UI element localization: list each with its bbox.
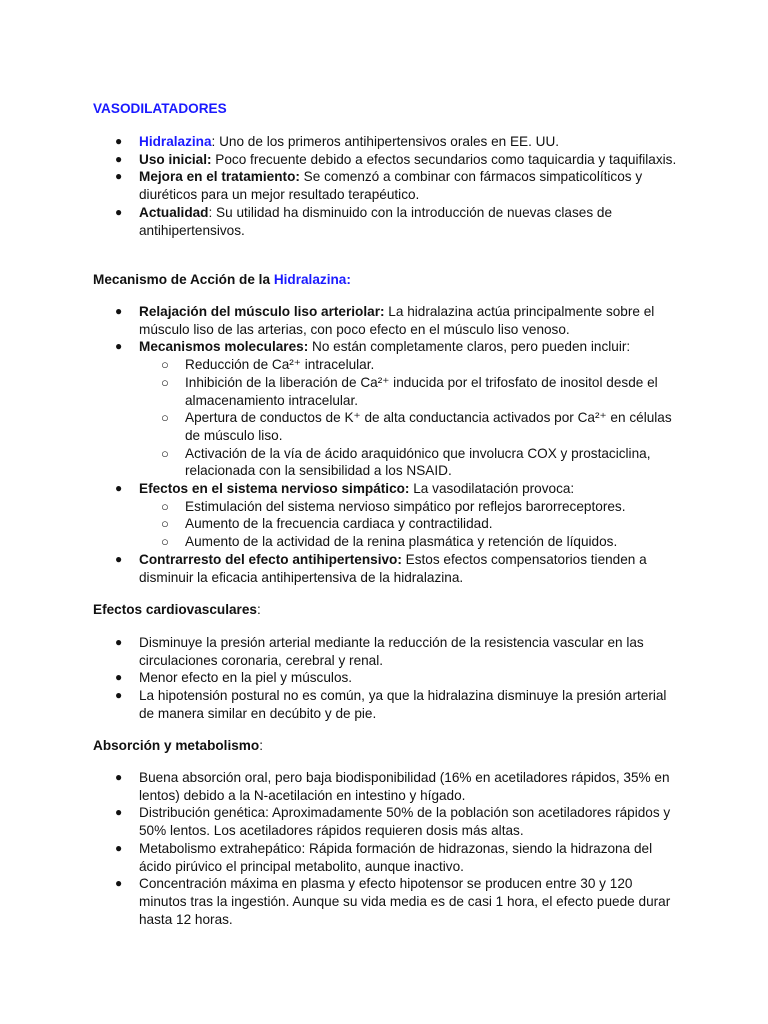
sublist-item [161, 356, 678, 374]
item-text: Estos efectos compensatorios tienden a disminuir la eficacia antihipertensiva de la hidralazina. [139, 551, 647, 585]
sublist-item [161, 374, 678, 409]
circle-bullet-icon: ○ [161, 516, 169, 532]
item-bold: Relajación del músculo liso arteriolar: [139, 304, 385, 319]
cardio-list [0, 634, 768, 723]
list-item [0, 804, 768, 839]
absorption-heading-colon: : [259, 738, 263, 753]
cardio-heading-text: Efectos cardiovasculares [93, 602, 257, 617]
item-text: : Uno de los primeros antihipertensivos orales en EE. UU. [211, 134, 560, 149]
item-bold: Hidralazina [139, 134, 212, 149]
cardio-heading-colon: : [256, 602, 261, 617]
bullet-icon: ● [115, 688, 123, 703]
item-text: Metabolismo extrahepático: Rápida formación de hidrazonas, siendo la hidrazona del ácido pirúvico el principal metabolito, aunque inactivo. [139, 840, 653, 874]
list-item [0, 303, 768, 338]
item-text: La vasodilatación provoca: [409, 481, 575, 497]
list-item [0, 168, 768, 203]
item-text: Se comenzó a combinar con fármacos simpaticolíticos y diuréticos para un mejor resultado terapéutico. [139, 169, 643, 203]
circle-bullet-icon: ○ [161, 374, 169, 390]
item-bold: Mecanismos moleculares: [139, 339, 309, 355]
mechanism-heading-colon: : [346, 272, 351, 287]
item-text: La hipotensión postural no es común, ya que la hidralazina disminuye la presión arterial de manera similar en decúbito y de pie. [139, 688, 667, 721]
sub-item-text: Estimulación del sistema nervioso simpático por reflejos barorreceptores. [185, 498, 626, 514]
list-item [0, 133, 768, 151]
bullet-icon: ● [115, 481, 123, 496]
circle-bullet-icon: ○ [161, 498, 169, 514]
list-item [0, 687, 768, 722]
list-item [0, 338, 768, 480]
item-text: Poco frecuente debido a efectos secundarios como taquicardia y taquifilaxis. [211, 151, 677, 167]
absorption-list [0, 769, 768, 928]
bullet-icon: ● [115, 876, 123, 891]
bullet-icon: ● [115, 670, 123, 685]
item-bold: Efectos en el sistema nervioso simpático: [139, 481, 410, 497]
mechanism-list [0, 303, 768, 586]
mechanism-heading-text: Mecanismo de Acción de la [93, 272, 274, 287]
sublist-item [161, 533, 678, 551]
sublist-item [161, 445, 678, 480]
sublist [139, 498, 678, 551]
mechanism-heading [93, 271, 351, 289]
page-title: VASODILATADORES [93, 101, 227, 116]
item-bold: Uso inicial: [139, 151, 212, 167]
item-bold: Contrarresto del efecto antihipertensivo: [139, 551, 402, 567]
bullet-icon: ● [115, 635, 123, 649]
intro-list [0, 133, 768, 239]
circle-bullet-icon: ○ [161, 534, 169, 550]
bullet-icon: ● [115, 134, 123, 148]
sublist [139, 356, 678, 480]
item-text: Menor efecto en la piel y músculos. [139, 670, 353, 686]
bullet-icon: ● [115, 151, 123, 166]
sublist-item [161, 515, 678, 533]
bullet-icon: ● [115, 551, 123, 566]
list-item [0, 151, 768, 169]
list-item [0, 769, 768, 804]
list-item [0, 875, 768, 928]
list-item [0, 634, 768, 669]
item-text: Concentración máxima en plasma y efecto hipotensor se producen entre 30 y 120 minutos tras la ingestión. Aunque su vida media es de casi 1 hora, el efecto puede durar hasta 12 horas. [139, 876, 671, 927]
item-text: Distribución genética: Aproximadamente 50% de la población son acetiladores rápidos y 50% lentos. Los acetiladores rápidos requieren dosis más altas. [139, 805, 671, 839]
list-item [0, 669, 768, 687]
item-text: No están completamente claros, pero pueden incluir: [308, 339, 631, 355]
circle-bullet-icon: ○ [161, 357, 169, 373]
item-bold: Actualidad [139, 204, 209, 220]
cardio-heading [93, 601, 261, 619]
bullet-icon: ● [115, 840, 123, 855]
sub-item-text: Inhibición de la liberación de Ca²⁺ inducida por el trifosfato de inositol desde el almacenamiento intracelular. [185, 374, 658, 408]
sub-item-text: Aumento de la frecuencia cardiaca y contractilidad. [185, 516, 493, 532]
list-item [0, 480, 768, 551]
bullet-icon: ● [115, 304, 123, 318]
bullet-icon: ● [115, 770, 123, 784]
bullet-icon: ● [115, 169, 123, 184]
absorption-heading-text: Absorción y metabolismo [93, 738, 260, 753]
bullet-icon: ● [115, 204, 123, 219]
bullet-icon: ● [115, 339, 123, 354]
item-text: : Su utilidad ha disminuido con la introducción de nuevas clases de antihipertensivos. [139, 204, 613, 238]
item-text: Disminuye la presión arterial mediante la reducción de la resistencia vascular en las circulaciones coronaria, cerebral y renal. [139, 635, 644, 668]
item-text: Buena absorción oral, pero baja biodisponibilidad (16% en acetiladores rápidos, 35% en lentos) debido a la N-acetilación en intestino y hígado. [139, 770, 670, 803]
circle-bullet-icon: ○ [161, 445, 169, 461]
list-item [0, 840, 768, 875]
sub-item-text: Reducción de Ca²⁺ intracelular. [185, 357, 375, 373]
item-text: La hidralazina actúa principalmente sobre el músculo liso de las arterias, con poco efecto en el músculo liso venoso. [139, 304, 655, 337]
bullet-icon: ● [115, 805, 123, 820]
sublist-item [161, 409, 678, 444]
mechanism-heading-drug: Hidralazina [273, 272, 347, 287]
sublist-item [161, 498, 678, 516]
list-item [0, 551, 768, 586]
sub-item-text: Apertura de conductos de K⁺ de alta conductancia activados por Ca²⁺ en células de músculo liso. [185, 410, 672, 443]
sub-item-text: Aumento de la actividad de la renina plasmática y retención de líquidos. [185, 534, 618, 550]
sub-item-text: Activación de la vía de ácido araquidónico que involucra COX y prostaciclina, relacionada con la sensibilidad a los NSAID. [185, 445, 651, 479]
absorption-heading [93, 737, 263, 755]
item-bold: Mejora en el tratamiento: [139, 169, 300, 185]
list-item [0, 204, 768, 239]
circle-bullet-icon: ○ [161, 410, 169, 426]
